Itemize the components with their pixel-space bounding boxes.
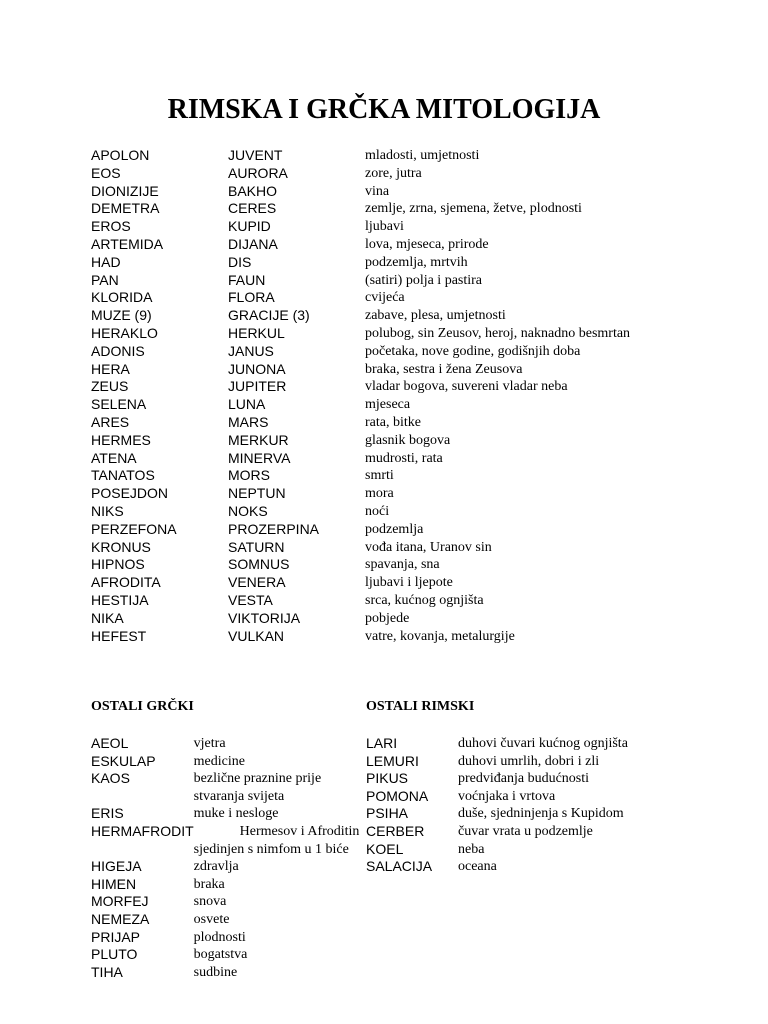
gods-table xyxy=(91,147,751,645)
god-row xyxy=(91,378,751,396)
list-item xyxy=(91,858,359,876)
god-row xyxy=(91,432,751,450)
list-item xyxy=(91,805,359,823)
greek-name: HESTIJA xyxy=(91,591,149,608)
god-row xyxy=(91,289,751,307)
deity-description: bogatstva xyxy=(193,947,248,963)
roman-name: HERKUL xyxy=(228,324,285,341)
greek-name: ARES xyxy=(91,413,130,430)
roman-name: JUVENT xyxy=(228,147,283,163)
gods-table-body xyxy=(91,147,751,645)
deity-description: braka xyxy=(193,876,225,892)
god-domain: mora xyxy=(365,486,394,502)
god-domain: rata, bitke xyxy=(365,414,421,430)
god-domain: polubog, sin Zeusov, heroj, naknadno besmrtan xyxy=(365,325,631,341)
god-row xyxy=(91,272,751,290)
god-row xyxy=(91,503,751,521)
list-item xyxy=(91,964,359,982)
god-row xyxy=(91,610,751,628)
god-domain: pobjede xyxy=(365,610,410,626)
list-item xyxy=(366,823,628,841)
roman-name: NEPTUN xyxy=(228,485,286,502)
list-item xyxy=(366,753,628,771)
roman-name: GRACIJE (3) xyxy=(228,307,310,324)
roman-name: DIS xyxy=(228,253,252,270)
deity-name: AEOL xyxy=(91,735,129,751)
list-item xyxy=(91,823,359,841)
god-row xyxy=(91,147,751,165)
roman-name: VENERA xyxy=(228,574,286,591)
god-domain: mudrosti, rata xyxy=(365,450,443,466)
greek-name: HEFEST xyxy=(91,627,147,644)
deity-name: NEMEZA xyxy=(91,910,150,927)
other-roman-table-body xyxy=(366,735,628,876)
list-item xyxy=(91,841,359,859)
list-item xyxy=(366,841,628,859)
greek-name: APOLON xyxy=(91,147,150,163)
god-row xyxy=(91,485,751,503)
greek-name: ARTEMIDA xyxy=(91,235,164,252)
greek-name: TANATOS xyxy=(91,467,155,484)
deity-description: sjedinjen s nimfom u 1 biće xyxy=(193,841,349,857)
other-greek-table xyxy=(91,735,359,981)
god-domain: spavanja, sna xyxy=(365,557,440,573)
god-domain: glasnik bogova xyxy=(365,432,451,448)
deity-name: HIMEN xyxy=(91,875,137,892)
roman-name: PROZERPINA xyxy=(228,520,320,537)
list-item xyxy=(91,876,359,894)
greek-name: PERZEFONA xyxy=(91,520,177,537)
list-item xyxy=(91,735,359,753)
roman-name: JUPITER xyxy=(228,378,287,395)
list-item xyxy=(366,770,628,788)
roman-name: LUNA xyxy=(228,396,266,413)
god-domain: zore, jutra xyxy=(365,165,422,181)
deity-name: KOEL xyxy=(366,840,404,857)
deity-description: predviđanja budućnosti xyxy=(458,771,590,787)
deity-name xyxy=(91,841,194,859)
greek-name: KRONUS xyxy=(91,538,151,555)
god-row xyxy=(91,183,751,201)
god-domain: vatre, kovanja, metalurgije xyxy=(365,628,515,644)
roman-name: VULKAN xyxy=(228,627,285,644)
deity-name: TIHA xyxy=(91,963,123,980)
god-domain: smrti xyxy=(365,468,394,484)
god-domain: zemlje, zrna, sjemena, žetve, plodnosti xyxy=(365,201,582,217)
greek-name: POSEJDON xyxy=(91,485,169,502)
greek-name: HAD xyxy=(91,253,121,270)
roman-name: VESTA xyxy=(228,591,273,608)
deity-description: plodnosti xyxy=(193,929,246,945)
greek-name: NIKA xyxy=(91,609,124,626)
deity-name: LEMURI xyxy=(366,752,419,769)
roman-name: FLORA xyxy=(228,289,275,306)
greek-name: DEMETRA xyxy=(91,200,160,217)
god-domain: ljubavi xyxy=(365,219,404,235)
deity-description: stvaranja svijeta xyxy=(193,788,285,804)
god-row xyxy=(91,521,751,539)
deity-description: neba xyxy=(458,841,485,857)
deity-name xyxy=(91,788,194,806)
greek-name: EOS xyxy=(91,164,121,181)
god-row xyxy=(91,467,751,485)
god-domain: vođa itana, Uranov sin xyxy=(365,539,492,555)
god-row xyxy=(91,325,751,343)
list-item xyxy=(366,858,628,876)
roman-name: SOMNUS xyxy=(228,556,290,573)
deity-description: čuvar vrata u podzemlje xyxy=(458,823,593,839)
god-domain: podzemlja, mrtvih xyxy=(365,254,468,270)
list-item xyxy=(91,753,359,771)
deity-name: ESKULAP xyxy=(91,752,156,769)
god-row xyxy=(91,343,751,361)
god-domain: lova, mjeseca, prirode xyxy=(365,236,489,252)
god-row xyxy=(91,236,751,254)
god-domain: braka, sestra i žena Zeusova xyxy=(365,361,523,377)
god-row xyxy=(91,307,751,325)
god-domain: noći xyxy=(365,503,390,519)
deity-name: PRIJAP xyxy=(91,928,141,945)
list-item xyxy=(91,893,359,911)
roman-name: BAKHO xyxy=(228,182,278,199)
deity-description: sudbine xyxy=(193,964,238,980)
god-row xyxy=(91,218,751,236)
deity-description: zdravlja xyxy=(193,859,239,875)
deity-name: MORFEJ xyxy=(91,893,149,910)
greek-name: HERAKLO xyxy=(91,324,158,341)
list-item xyxy=(91,770,359,788)
deity-name: KAOS xyxy=(91,770,130,787)
greek-name: ATENA xyxy=(91,449,137,466)
god-row xyxy=(91,414,751,432)
roman-name: DIJANA xyxy=(228,235,278,252)
greek-name: HERA xyxy=(91,360,130,377)
deity-description: medicine xyxy=(193,753,245,769)
roman-name: MERKUR xyxy=(228,431,289,448)
other-greek-heading: OSTALI GRČKI xyxy=(91,699,194,714)
god-row xyxy=(91,450,751,468)
deity-name: CERBER xyxy=(366,822,425,839)
god-row xyxy=(91,574,751,592)
deity-name: HIGEJA xyxy=(91,858,142,875)
god-row xyxy=(91,556,751,574)
greek-name: NIKS xyxy=(91,502,124,519)
deity-description: duhovi čuvari kućnog ognjišta xyxy=(458,736,628,751)
deity-description: bezlične praznine prije xyxy=(193,771,322,787)
deity-name: SALACIJA xyxy=(366,858,433,875)
greek-name: PAN xyxy=(91,271,119,288)
deity-description: oceana xyxy=(458,859,497,875)
god-domain: ljubavi i ljepote xyxy=(365,575,453,591)
god-domain: vladar bogova, suvereni vladar neba xyxy=(365,379,568,395)
god-domain: zabave, plesa, umjetnosti xyxy=(365,308,506,324)
deity-description: duše, sjedninjenja s Kupidom xyxy=(458,806,624,822)
god-domain: početaka, nove godine, godišnjih doba xyxy=(365,343,581,359)
list-item xyxy=(91,946,359,964)
deity-description: muke i nesloge xyxy=(193,806,279,822)
roman-name: MINERVA xyxy=(228,449,291,466)
god-domain: mladosti, umjetnosti xyxy=(365,148,480,163)
greek-name: HERMES xyxy=(91,431,151,448)
god-row xyxy=(91,361,751,379)
god-domain: cvijeća xyxy=(365,290,405,306)
greek-name: MUZE (9) xyxy=(91,307,152,324)
other-roman-heading: OSTALI RIMSKI xyxy=(366,699,475,714)
list-item xyxy=(366,735,628,753)
deity-description: vjetra xyxy=(193,736,226,751)
deity-name: HERMAFRODIT xyxy=(91,822,194,839)
greek-name: ZEUS xyxy=(91,378,129,395)
deity-name: PIKUS xyxy=(366,770,409,787)
roman-name: NOKS xyxy=(228,502,268,519)
deity-description: osvete xyxy=(193,911,230,927)
other-roman-table xyxy=(366,735,628,876)
list-item xyxy=(366,805,628,823)
page-title: RIMSKA I GRČKA MITOLOGIJA xyxy=(167,94,601,125)
roman-name: MORS xyxy=(228,467,270,484)
list-item xyxy=(91,911,359,929)
roman-name: SATURN xyxy=(228,538,285,555)
roman-name: AURORA xyxy=(228,164,288,181)
god-row xyxy=(91,396,751,414)
god-row xyxy=(91,165,751,183)
god-row xyxy=(91,539,751,557)
god-row xyxy=(91,200,751,218)
deity-name: PSIHA xyxy=(366,805,409,822)
list-item xyxy=(91,788,359,806)
deity-description: Hermesov i Afroditin xyxy=(239,823,360,839)
roman-name: FAUN xyxy=(228,271,266,288)
god-domain: srca, kućnog ognjišta xyxy=(365,592,484,608)
deity-description: duhovi umrlih, dobri i zli xyxy=(458,753,600,769)
god-row xyxy=(91,628,751,646)
greek-name: SELENA xyxy=(91,396,147,413)
god-domain: podzemlja xyxy=(365,521,424,537)
greek-name: ADONIS xyxy=(91,342,145,359)
deity-name: ERIS xyxy=(91,805,124,822)
deity-name: PLUTO xyxy=(91,946,138,963)
roman-name: MARS xyxy=(228,413,269,430)
god-domain: (satiri) polja i pastira xyxy=(365,272,483,288)
deity-description: snova xyxy=(193,894,227,910)
greek-name: KLORIDA xyxy=(91,289,153,306)
greek-name: AFRODITA xyxy=(91,574,161,591)
deity-description: voćnjaka i vrtova xyxy=(458,788,556,804)
other-greek-table-body xyxy=(91,735,359,981)
roman-name: JANUS xyxy=(228,342,274,359)
greek-name: DIONIZIJE xyxy=(91,182,159,199)
list-item xyxy=(366,788,628,806)
roman-name: KUPID xyxy=(228,218,271,235)
roman-name: VIKTORIJA xyxy=(228,609,301,626)
roman-name: JUNONA xyxy=(228,360,286,377)
list-item xyxy=(91,929,359,947)
roman-name: CERES xyxy=(228,200,277,217)
god-row xyxy=(91,254,751,272)
god-domain: mjeseca xyxy=(365,397,411,413)
deity-name: LARI xyxy=(366,735,398,751)
deity-name: POMONA xyxy=(366,787,429,804)
god-row xyxy=(91,592,751,610)
god-domain: vina xyxy=(365,183,390,199)
greek-name: EROS xyxy=(91,218,131,235)
greek-name: HIPNOS xyxy=(91,556,145,573)
